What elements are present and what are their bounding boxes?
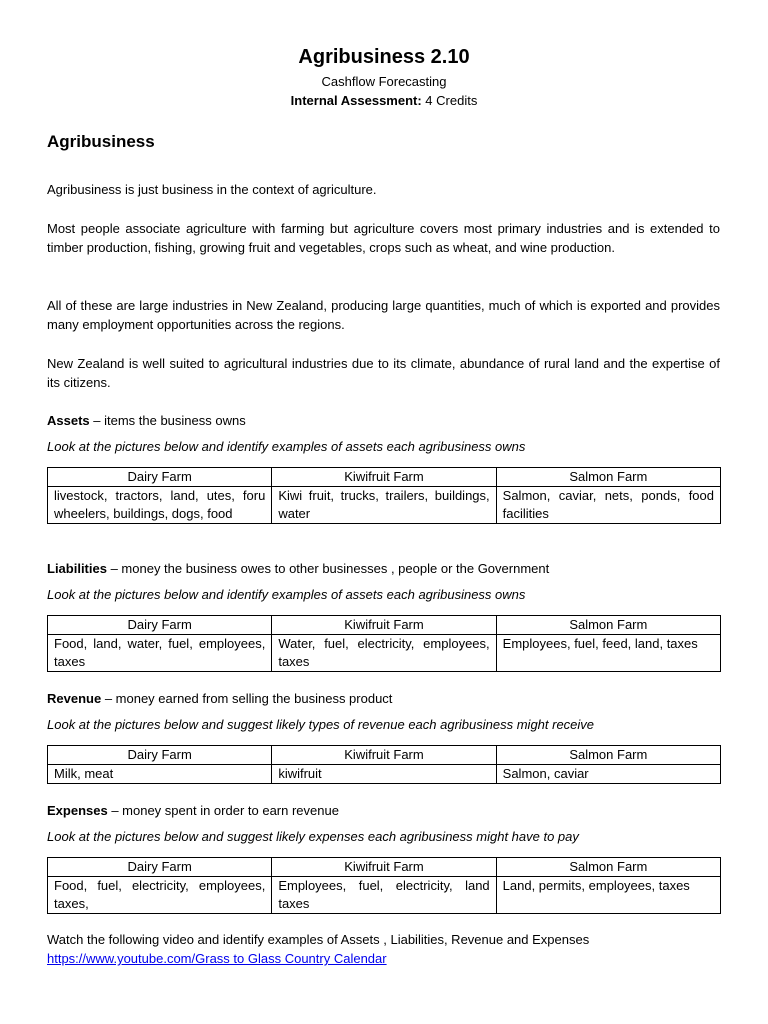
revenue-instruction: Look at the pictures below and suggest likely types of revenue each agribusiness might receive [47, 717, 595, 732]
table-header-cell: Kiwifruit Farm [272, 468, 496, 487]
revenue-table [47, 745, 721, 784]
table-row [48, 487, 721, 524]
table-header-cell: Dairy Farm [48, 858, 272, 877]
liabilities-heading [47, 559, 720, 578]
table-header-cell: Dairy Farm [48, 616, 272, 635]
table-cell: Employees, fuel, electricity, land taxes [272, 877, 496, 914]
table-header-cell: Kiwifruit Farm [272, 746, 496, 765]
expenses-definition: – money spent in order to earn revenue [107, 803, 339, 818]
assessment-value: 4 Credits [421, 93, 478, 108]
table-cell: Salmon, caviar [496, 765, 720, 784]
revenue-definition: – money earned from selling the business product [101, 691, 393, 706]
assets-heading [47, 411, 720, 430]
table-header-cell: Salmon Farm [496, 616, 720, 635]
paragraph-intro: Agribusiness is just business in the context of agriculture. [47, 182, 377, 197]
paragraph-new-zealand: New Zealand is well suited to agricultural industries due to its climate, abundance of rural land and the expertise of its citizens. [47, 356, 720, 390]
revenue-heading [47, 689, 720, 708]
table-cell: Employees, fuel, feed, land, taxes [496, 635, 720, 672]
table-row [48, 765, 721, 784]
assessment-line [0, 91, 768, 110]
table-cell: Land, permits, employees, taxes [496, 877, 720, 914]
assets-instruction: Look at the pictures below and identify examples of assets each agribusiness owns [47, 439, 526, 454]
table-cell: Food, fuel, electricity, employees, taxes, [48, 877, 272, 914]
table-cell: Salmon, caviar, nets, ponds, food facilities [496, 487, 720, 524]
table-cell: livestock, tractors, land, utes, foru wheelers, buildings, dogs, food [48, 487, 272, 524]
table-header-cell: Salmon Farm [496, 746, 720, 765]
table-header-cell: Dairy Farm [48, 468, 272, 487]
table-row [48, 635, 721, 672]
document-title: Agribusiness 2.10 [298, 46, 470, 68]
table-cell: kiwifruit [272, 765, 496, 784]
liabilities-instruction: Look at the pictures below and identify examples of assets each agribusiness owns [47, 587, 526, 602]
liabilities-definition: – money the business owes to other businesses , people or the Government [106, 561, 550, 576]
assets-term: Assets [47, 413, 90, 428]
table-header-cell: Kiwifruit Farm [272, 858, 496, 877]
table-header-cell: Salmon Farm [496, 858, 720, 877]
revenue-term: Revenue [47, 691, 102, 706]
table-cell: Kiwi fruit, trucks, trailers, buildings, water [272, 487, 496, 524]
paragraph-industries: All of these are large industries in New Zealand, producing large quantities, much of which is exported and provides many employment opportunities across the regions. [47, 298, 720, 332]
expenses-term: Expenses [47, 803, 108, 818]
paragraph-agriculture: Most people associate agriculture with farming but agriculture covers most primary industries and is extended to timber production, fishing, growing fruit and vegetables, crops such as wheat, and wine production. [47, 221, 720, 255]
table-header-cell: Dairy Farm [48, 746, 272, 765]
liabilities-term: Liabilities [47, 561, 107, 576]
table-header-cell: Salmon Farm [496, 468, 720, 487]
assets-table [47, 467, 721, 524]
table-cell: Water, fuel, electricity, employees, taxes [272, 635, 496, 672]
expenses-heading [47, 801, 720, 820]
expenses-table [47, 857, 721, 914]
document-subtitle: Cashflow Forecasting [321, 74, 447, 89]
youtube-link[interactable]: https://www.youtube.com/Grass to Glass Country Calendar [47, 951, 387, 966]
table-header-cell: Kiwifruit Farm [272, 616, 496, 635]
liabilities-table [47, 615, 721, 672]
assessment-label: Internal Assessment: [290, 93, 422, 108]
table-cell: Food, land, water, fuel, employees, taxes [48, 635, 272, 672]
video-instruction: Watch the following video and identify examples of Assets , Liabilities, Revenue and Expenses [47, 932, 590, 947]
assets-definition: – items the business owns [89, 413, 246, 428]
table-header-row [48, 616, 721, 635]
table-header-row [48, 746, 721, 765]
table-header-row [48, 858, 721, 877]
section-heading: Agribusiness [47, 132, 155, 151]
table-row [48, 877, 721, 914]
table-header-row [48, 468, 721, 487]
table-cell: Milk, meat [48, 765, 272, 784]
expenses-instruction: Look at the pictures below and suggest likely expenses each agribusiness might have to pay [47, 829, 579, 844]
